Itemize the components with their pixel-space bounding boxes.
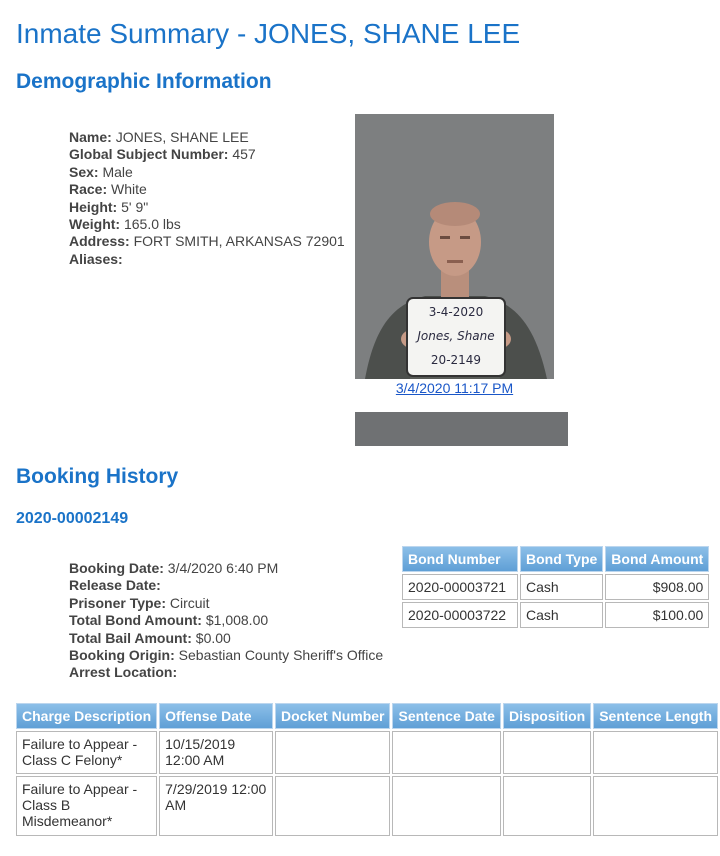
demographic-heading: Demographic Information — [16, 70, 272, 93]
disposition-header[interactable]: Disposition — [503, 703, 591, 729]
field-booking-origin: Booking Origin: Sebastian County Sheriff's Office — [69, 647, 384, 664]
sign-name: Jones, Shane — [417, 329, 495, 343]
booking-fields — [69, 560, 383, 682]
docket-number-cell — [275, 731, 390, 774]
sentence-date-cell — [392, 731, 500, 774]
field-race: Race: White — [69, 181, 147, 198]
sentence-length-header[interactable]: Sentence Length — [593, 703, 718, 729]
field-height: Height: 5' 9" — [69, 198, 149, 215]
booking-number-heading: 2020-00002149 — [16, 510, 129, 527]
inmate-photo[interactable] — [355, 114, 554, 379]
charge-header-row — [16, 703, 718, 729]
mugshot-image — [355, 114, 554, 379]
charge-table — [14, 701, 720, 838]
offense-date-cell: 7/29/2019 12:00 AM — [159, 776, 273, 836]
field-arrest-location: Arrest Location: — [69, 664, 178, 681]
disposition-cell — [503, 776, 591, 836]
field-booking-date: Booking Date: 3/4/2020 6:40 PM — [69, 560, 279, 576]
booking-history-heading: Booking History — [16, 465, 179, 488]
bond-table — [400, 544, 711, 630]
bond-header-row — [402, 546, 709, 572]
bond-number-cell: 2020-00003721 — [402, 574, 518, 600]
sign-number: 20-2149 — [430, 353, 482, 367]
charge-description-cell: Failure to Appear - Class C Felony* — [16, 731, 157, 774]
field-address: Address: FORT SMITH, ARKANSAS 72901 — [69, 233, 345, 250]
table-row — [16, 776, 718, 836]
field-prisoner-type: Prisoner Type: Circuit — [69, 594, 210, 611]
field-sex: Sex: Male — [69, 163, 133, 180]
field-total-bail-amount: Total Bail Amount: $0.00 — [69, 629, 231, 646]
table-row — [402, 602, 709, 628]
docket-number-header[interactable]: Docket Number — [275, 703, 390, 729]
bond-amount-header[interactable]: Bond Amount — [605, 546, 709, 572]
sentence-date-cell — [392, 776, 500, 836]
bond-amount-cell: $908.00 — [605, 574, 709, 600]
sign-date: 3-4-2020 — [428, 305, 484, 319]
field-aliases: Aliases: — [69, 250, 123, 267]
charge-description-cell: Failure to Appear - Class B Misdemeanor* — [16, 776, 157, 836]
field-total-bond-amount: Total Bond Amount: $1,008.00 — [69, 612, 269, 629]
docket-number-cell — [275, 776, 390, 836]
bond-type-cell: Cash — [520, 602, 603, 628]
bond-number-cell: 2020-00003722 — [402, 602, 518, 628]
field-weight: Weight: 165.0 lbs — [69, 216, 181, 233]
field-release-date: Release Date: — [69, 577, 161, 594]
page-title: Inmate Summary - JONES, SHANE LEE — [16, 18, 521, 49]
bond-type-header[interactable]: Bond Type — [520, 546, 603, 572]
field-name: Name: JONES, SHANE LEE — [69, 129, 249, 145]
demographic-fields — [69, 129, 345, 268]
charge-description-header[interactable]: Charge Description — [16, 703, 157, 729]
bond-amount-cell: $100.00 — [605, 602, 709, 628]
table-row — [16, 731, 718, 774]
offense-date-cell: 10/15/2019 12:00 AM — [159, 731, 273, 774]
table-row — [402, 574, 709, 600]
bond-type-cell: Cash — [520, 574, 603, 600]
field-global-subject-number: Global Subject Number: 457 — [69, 146, 256, 163]
disposition-cell — [503, 731, 591, 774]
bond-number-header[interactable]: Bond Number — [402, 546, 518, 572]
photo-timestamp-link[interactable]: 3/4/2020 11:17 PM — [395, 380, 514, 396]
offense-date-header[interactable]: Offense Date — [159, 703, 273, 729]
sentence-length-cell — [593, 776, 718, 836]
sentence-length-cell — [593, 731, 718, 774]
sentence-date-header[interactable]: Sentence Date — [392, 703, 500, 729]
additional-photo-thumbnail[interactable] — [355, 412, 568, 446]
